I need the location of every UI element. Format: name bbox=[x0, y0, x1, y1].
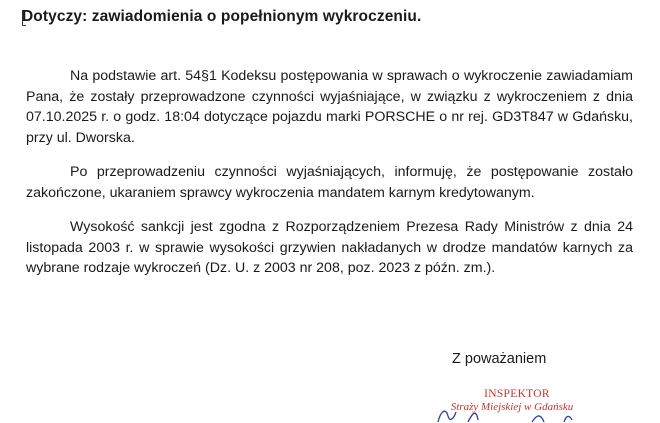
closing-salutation: Z poważaniem bbox=[452, 351, 547, 367]
stamp-title: INSPEKTOR bbox=[484, 388, 550, 400]
signature-icon bbox=[432, 396, 592, 423]
subject-line: Dotyczy: zawiadomienia o popełnionym wykroczeniu. bbox=[22, 8, 422, 25]
stamp-organization: Straży Miejskiej w Gdańsku bbox=[450, 401, 574, 413]
letter-body bbox=[26, 66, 633, 293]
paragraph-conclusion: Po przeprowadzeniu czynności wyjaśniających, informuję, że postępowanie zostało zakończone, ukaraniem sprawcy wykroczenia mandatem karnym kredytowanym. bbox=[26, 164, 633, 201]
paragraph-notice: Na podstawie art. 54§1 Kodeksu postępowania w sprawach o wykroczenie zawiadamiam Pana, że zostały przeprowadzone czynności wyjaśniające, w związku z wykroczeniem z dnia 07.10.2025 r. o godz. 18:04 dotyczące pojazdu marki PORSCHE o nr rej. GD3T847 w Gdańsku, przy ul. Dworska. bbox=[26, 68, 633, 146]
paragraph-sanction: Wysokość sankcji jest zgodna z Rozporządzeniem Prezesa Rady Ministrów z dnia 24 listopada 2003 r. w sprawie wysokości grzywien nakładanych w drodze mandatów karnych za wybrane rodzaje wykroczeń (Dz. U. z 2003 nr 208, poz. 2023 z późn. zm.). bbox=[26, 219, 633, 276]
